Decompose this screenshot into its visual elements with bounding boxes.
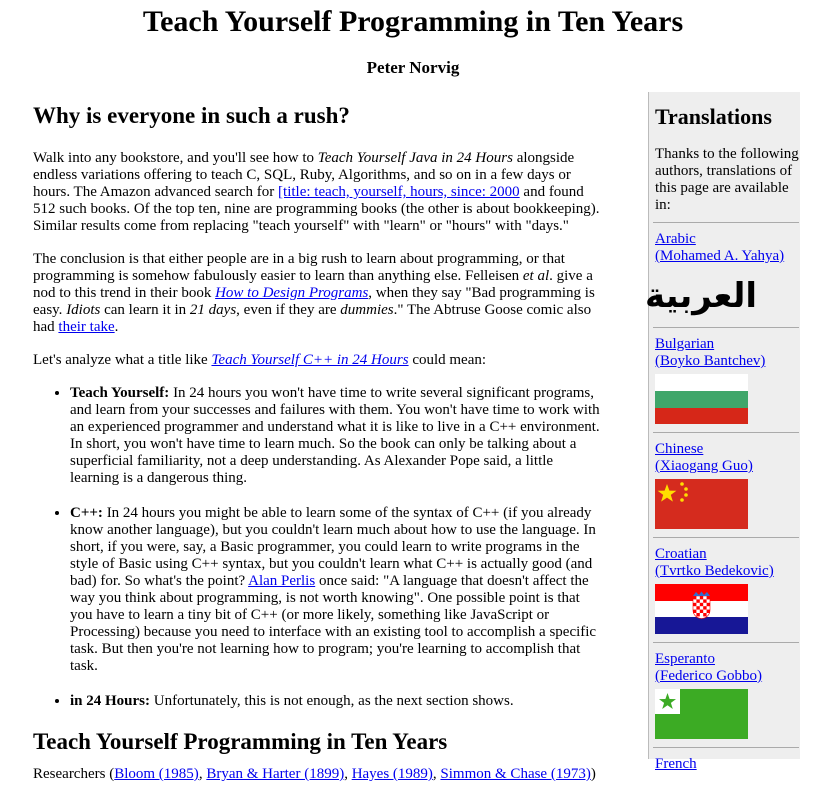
link-text[interactable]: Teach Yourself C++ in 24 Hours <box>211 352 409 368</box>
esperanto-flag-icon[interactable] <box>655 689 748 739</box>
bryan-harter-link[interactable]: Bryan & Harter (1899) <box>206 766 345 782</box>
list-item <box>70 385 603 487</box>
text: ) <box>590 766 596 782</box>
text: In 24 hours you won't have time to write several significant programs, and learn from your successes and failures with them. You won't have time to work with an experienced programmer and understand what it is like to live in a C++ environment. In short, you won't have time to learn much. So the book can only be talking about a superficial familiarity, not a deep understanding. As Alexander Pope said, a little learning is a dangerous thing. <box>70 385 600 486</box>
text: Walk into any bookstore, and you'll see how to <box>33 150 318 166</box>
paragraph-conclusion <box>33 251 603 336</box>
translation-author-esperanto[interactable]: (Federico Gobbo) <box>655 668 763 684</box>
emphasis: dummies <box>340 302 394 318</box>
author-name: Peter Norvig <box>366 58 460 77</box>
text: once said: "A language that doesn't affect the way you think about programming, is not worth knowing". One possible point is that you have to learn a tiny bit of C++ (or more likely, something like JavaScript or Processing) because you need to interface with an existing tool to accomplish a specific task. But then you're not learning how to program; you're learning to accomplish that task. <box>70 573 597 674</box>
section-heading-ten-years: Teach Yourself Programming in Ten Years <box>33 729 448 754</box>
emphasis: et al <box>522 268 550 284</box>
translation-esperanto <box>655 651 800 739</box>
main-content <box>33 100 603 799</box>
translation-link-french[interactable]: French <box>655 756 697 772</box>
simmon-chase-link[interactable]: Simmon & Chase (1973) <box>440 766 591 782</box>
paragraph-bookstore <box>33 150 603 235</box>
amazon-search-link[interactable]: [title: teach, yourself, hours, since: 2000 <box>278 184 520 200</box>
bloom-link[interactable]: Bloom (1985) <box>114 766 199 782</box>
translation-author-chinese[interactable]: (Xiaogang Guo) <box>655 458 753 474</box>
translation-author-croatian[interactable]: (Tvrtko Bedekovic) <box>655 563 774 579</box>
bullet-label: Teach Yourself: <box>70 385 170 401</box>
text: . <box>114 319 119 335</box>
translation-link-bulgarian[interactable]: Bulgarian <box>655 336 715 352</box>
translation-author-arabic[interactable]: (Mohamed A. Yahya) <box>655 248 785 264</box>
divider <box>653 432 799 433</box>
flag-stripe-red <box>655 408 748 424</box>
paragraph-researchers: Researchers (Bloom (1985), Bryan & Harter (1899), Hayes (1989), Simmon & Chase (1973)) <box>33 766 596 782</box>
hayes-link[interactable]: Hayes (1989) <box>351 766 433 782</box>
section-heading-rush: Why is everyone in such a rush? <box>33 103 350 128</box>
flag-stripe-green <box>655 391 748 408</box>
text: , when they say "Bad programming is easy. <box>33 285 595 318</box>
text: Researchers ( <box>33 766 115 782</box>
text: In 24 hours you might be able to learn some of the syntax of C++ (if you already know another language), but you couldn't learn much about how to use the language. In short, if you were, say, a Basic programmer, you could learn to write programs in the style of Basic using C++ syntax, but you couldn't learn what C++ is actually good (and bad) for. So what's the point? <box>70 505 596 589</box>
flag-small-star <box>680 482 684 486</box>
text: alongside endless variations offering to teach C, SQL, Ruby, Algorithms, and so on in a few days or hours. The Amazon advanced search for <box>33 150 575 200</box>
htdp-link[interactable] <box>215 285 368 301</box>
sidebar-heading: Translations <box>655 104 772 129</box>
divider <box>653 537 799 538</box>
book-title: Teach Yourself Java in 24 Hours <box>317 150 513 166</box>
sidebar-intro: Thanks to the following authors, translations of this page are available in: <box>655 146 799 213</box>
translation-arabic <box>644 231 800 319</box>
alan-perlis-link[interactable]: Alan Perlis <box>248 573 316 589</box>
text: . give a nod to this trend in their book <box>33 268 593 301</box>
text: Unfortunately, this is not enough, as the next section shows. <box>150 693 514 709</box>
translation-croatian <box>655 546 800 634</box>
translation-link-arabic[interactable]: Arabic <box>655 231 696 247</box>
text: could mean: <box>408 352 487 368</box>
translation-bulgarian <box>655 336 800 424</box>
paragraph-analyze <box>33 352 603 369</box>
text: and found 512 such books. Of the top ten, nine are programming books (the other is about bookkeeping). Similar results come from replacing "teach yourself" with "learn" or "hours" with "days." <box>33 184 600 234</box>
arabic-text: العربية <box>644 276 758 316</box>
translation-chinese <box>655 441 800 529</box>
text: can learn it in <box>100 302 190 318</box>
text: ." The Abtruse Goose comic also had <box>33 302 592 335</box>
cpp-book-link[interactable] <box>211 352 408 368</box>
analysis-list <box>33 385 603 710</box>
divider <box>653 222 799 223</box>
flag-stripe-white <box>655 374 748 391</box>
flag-small-star <box>684 493 688 497</box>
text: , even if they are <box>236 302 341 318</box>
list-item <box>70 693 603 710</box>
translation-link-chinese[interactable]: Chinese <box>655 441 704 457</box>
translation-french <box>655 756 800 773</box>
china-flag-icon[interactable] <box>655 479 748 529</box>
translation-link-croatian[interactable]: Croatian <box>655 546 707 562</box>
flag-field <box>655 479 748 529</box>
divider <box>653 747 799 748</box>
bullet-label: C++: <box>70 505 103 521</box>
translation-author-bulgarian[interactable]: (Boyko Bantchev) <box>655 353 766 369</box>
flag-stripe-blue <box>655 617 748 634</box>
flag-small-star <box>684 487 688 491</box>
translation-link-esperanto[interactable]: Esperanto <box>655 651 715 667</box>
flag-small-star <box>680 498 684 502</box>
bullet-label: in 24 Hours: <box>70 693 151 709</box>
link-text[interactable]: How to Design Programs <box>215 285 369 301</box>
text: The conclusion is that either people are in a big rush to learn about programming, or that programming is somehow fabulously easier to learn than anything else. Felleisen <box>33 251 565 284</box>
divider <box>653 327 799 328</box>
list-item <box>70 505 603 675</box>
their-take-link[interactable]: their take <box>58 319 115 335</box>
emphasis: Idiots <box>66 302 101 318</box>
divider <box>653 642 799 643</box>
bulgaria-flag-icon[interactable] <box>655 374 748 424</box>
arabic-calligraphy-image[interactable] <box>644 269 758 319</box>
croatia-flag-icon[interactable] <box>655 584 748 634</box>
text: Let's analyze what a title like <box>33 352 212 368</box>
emphasis: 21 days <box>189 302 237 318</box>
translations-sidebar <box>644 92 800 772</box>
page-title: Teach Yourself Programming in Ten Years <box>142 5 684 38</box>
